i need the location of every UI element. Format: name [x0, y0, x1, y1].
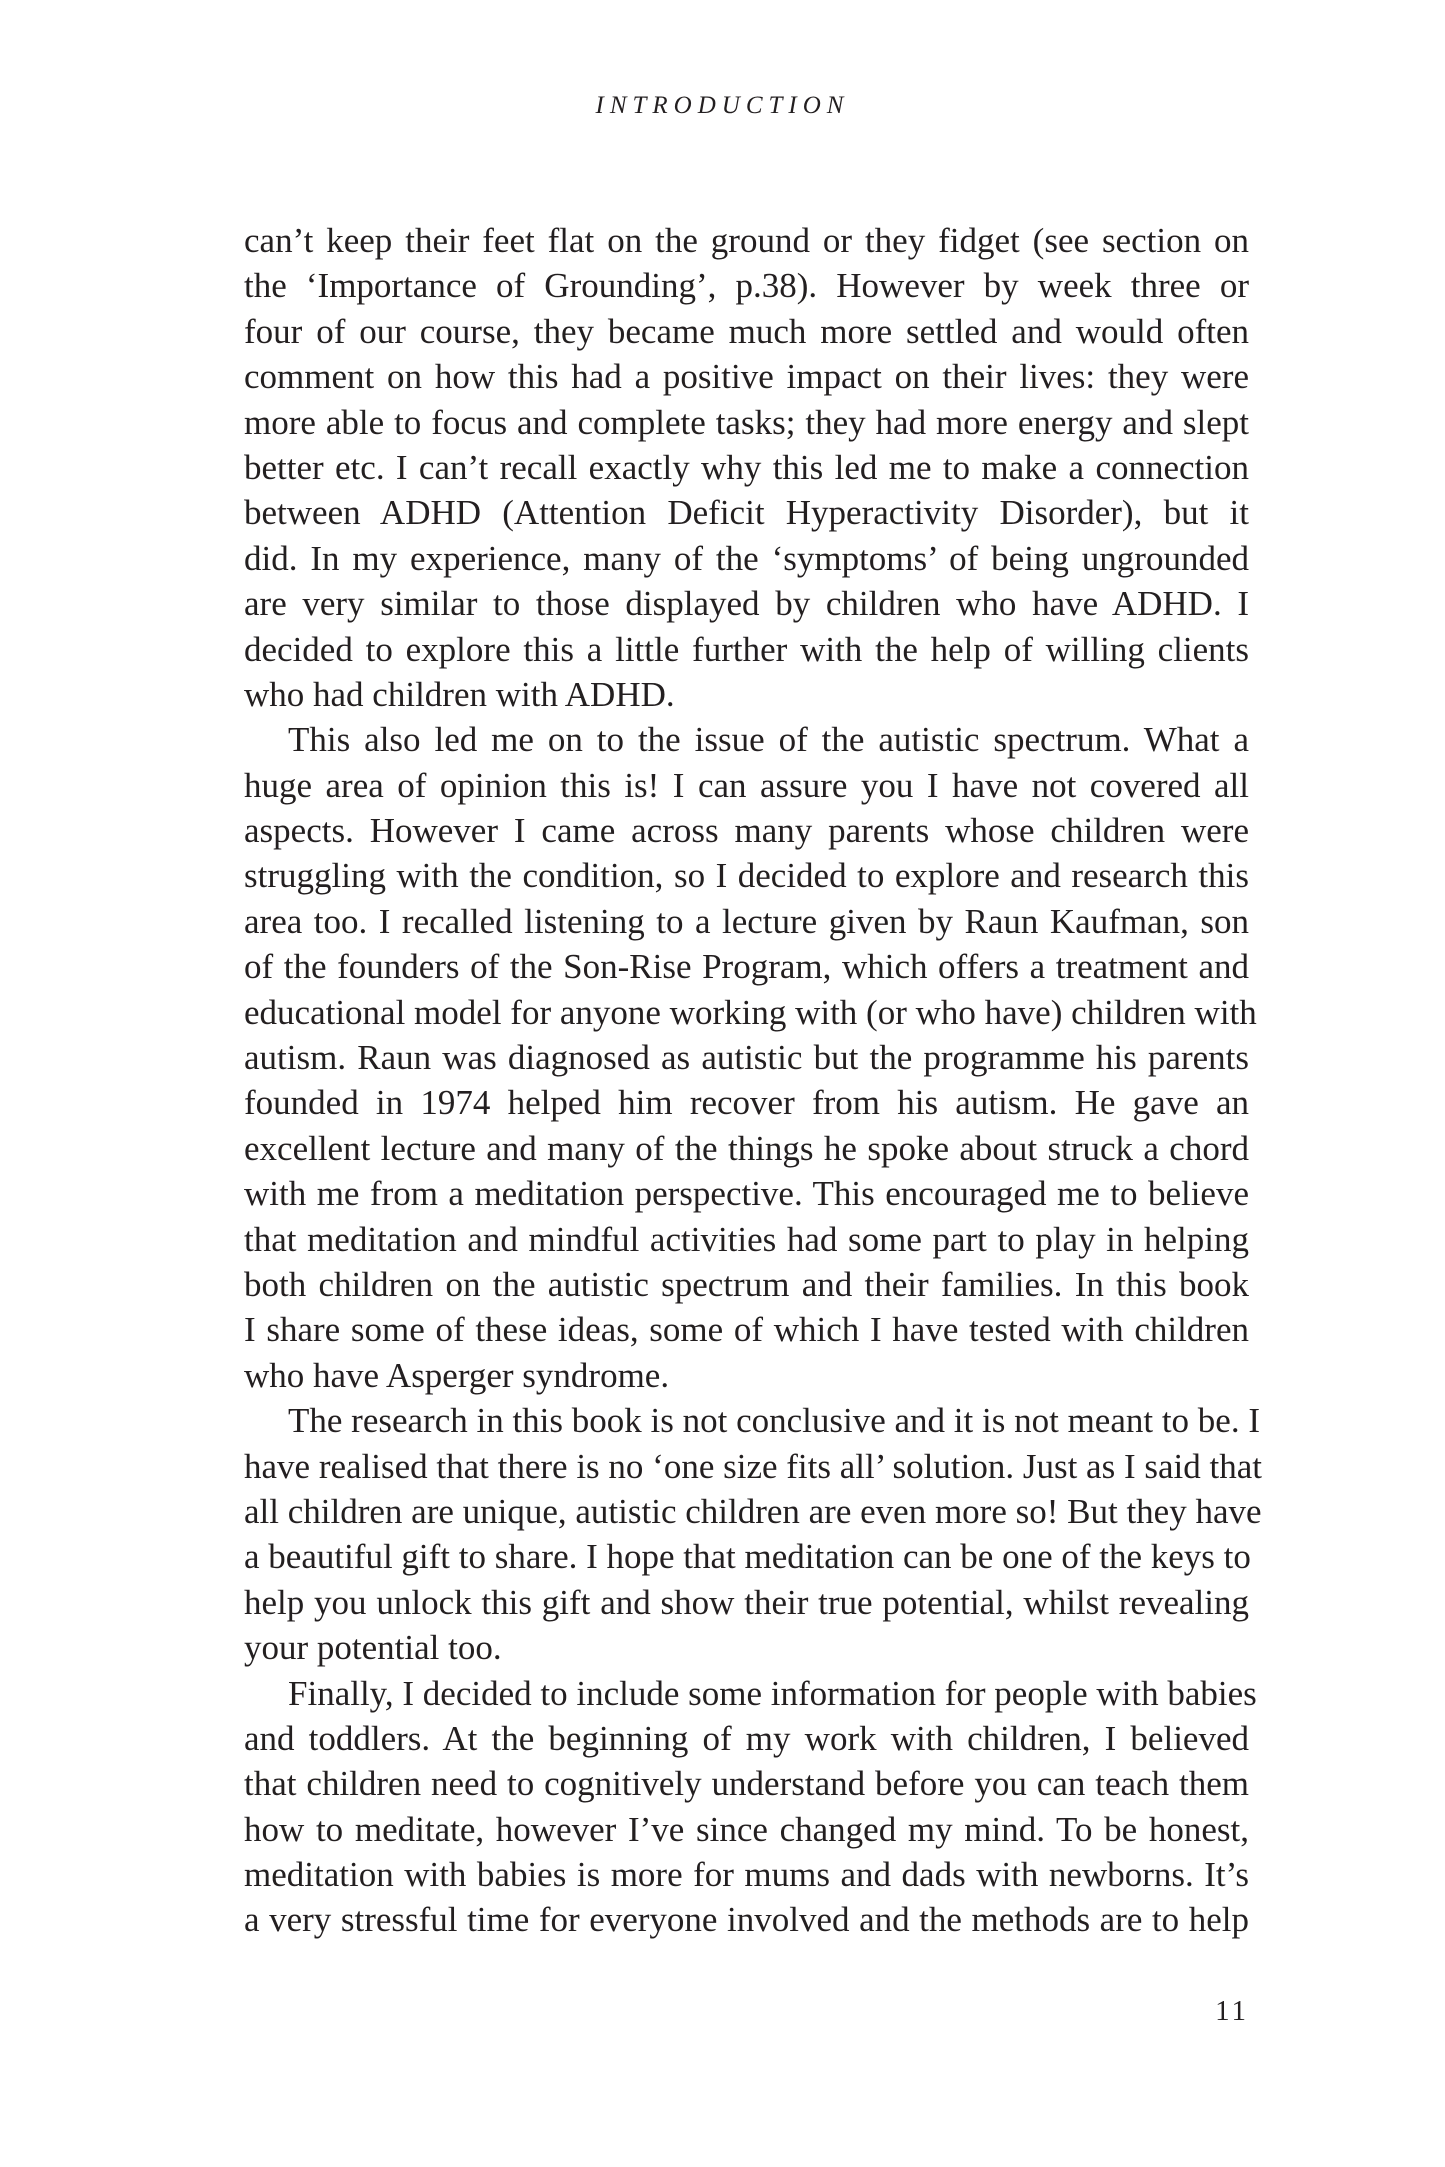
- text-line: of the founders of the Son-Rise Program, which offers a treatment and: [244, 947, 1249, 987]
- text-line: autism. Raun was diagnosed as autistic but the programme his parents: [244, 1038, 1249, 1078]
- text-line: The research in this book is not conclusive and it is not meant to be. I: [288, 1401, 1261, 1441]
- running-head: INTRODUCTION: [595, 92, 850, 119]
- text-line: Finally, I decided to include some information for people with babies: [288, 1673, 1257, 1713]
- text-line: with me from a meditation perspective. This encouraged me to believe: [244, 1174, 1249, 1214]
- text-line: founded in 1974 helped him recover from his autism. He gave an: [244, 1083, 1249, 1123]
- text-line: between ADHD (Attention Deficit Hyperactivity Disorder), but it: [244, 493, 1249, 533]
- text-line: did. In my experience, many of the ‘symptoms’ of being ungrounded: [244, 538, 1249, 578]
- text-line: a very stressful time for everyone involved and the methods are to help: [244, 1900, 1249, 1940]
- text-line: your potential too.: [244, 1628, 502, 1668]
- text-line: the ‘Importance of Grounding’, p.38). However by week three or: [244, 266, 1249, 306]
- text-line: that children need to cognitively understand before you can teach them: [244, 1764, 1249, 1804]
- text-line: excellent lecture and many of the things he spoke about struck a chord: [244, 1128, 1249, 1168]
- paragraph: [244, 218, 1249, 717]
- text-line: have realised that there is no ‘one size fits all’ solution. Just as I said that: [244, 1446, 1262, 1486]
- text-line: comment on how this had a positive impact on their lives: they were: [244, 357, 1249, 397]
- text-line: how to meditate, however I’ve since changed my mind. To be honest,: [244, 1809, 1249, 1849]
- text-line: and toddlers. At the beginning of my work with children, I believed: [244, 1718, 1249, 1758]
- text-line: educational model for anyone working with (or who have) children with: [244, 992, 1257, 1032]
- text-line: huge area of opinion this is! I can assure you I have not covered all: [244, 765, 1249, 805]
- text-line: more able to focus and complete tasks; they had more energy and slept: [244, 402, 1249, 442]
- paragraph: [244, 1671, 1257, 1943]
- paragraph: [244, 717, 1257, 1398]
- text-line: a beautiful gift to share. I hope that meditation can be one of the keys to: [244, 1537, 1251, 1577]
- text-line: decided to explore this a little further with the help of willing clients: [244, 629, 1249, 669]
- text-line: both children on the autistic spectrum and their families. In this book: [244, 1264, 1249, 1304]
- text-line: all children are unique, autistic children are even more so! But they have: [244, 1491, 1262, 1531]
- page-number: 11: [1215, 1995, 1249, 2027]
- text-line: who had children with ADHD.: [244, 674, 675, 714]
- text-line: better etc. I can’t recall exactly why this led me to make a connection: [244, 447, 1249, 487]
- text-line: that meditation and mindful activities had some part to play in helping: [244, 1219, 1249, 1259]
- text-line: meditation with babies is more for mums and dads with newborns. It’s: [244, 1855, 1249, 1895]
- paragraph: [244, 1398, 1262, 1670]
- text-line: four of our course, they became much more settled and would often: [244, 311, 1249, 351]
- text-line: I share some of these ideas, some of which I have tested with children: [244, 1310, 1249, 1350]
- text-line: struggling with the condition, so I decided to explore and research this: [244, 856, 1249, 896]
- text-line: This also led me on to the issue of the autistic spectrum. What a: [288, 720, 1249, 760]
- text-line: area too. I recalled listening to a lecture given by Raun Kaufman, son: [244, 901, 1249, 941]
- text-line: who have Asperger syndrome.: [244, 1355, 670, 1395]
- text-line: help you unlock this gift and show their true potential, whilst revealing: [244, 1582, 1249, 1622]
- text-line: are very similar to those displayed by children who have ADHD. I: [244, 584, 1249, 624]
- text-line: aspects. However I came across many parents whose children were: [244, 811, 1249, 851]
- body-text: [244, 218, 1262, 1943]
- text-line: can’t keep their feet flat on the ground or they fidget (see section on: [244, 221, 1249, 260]
